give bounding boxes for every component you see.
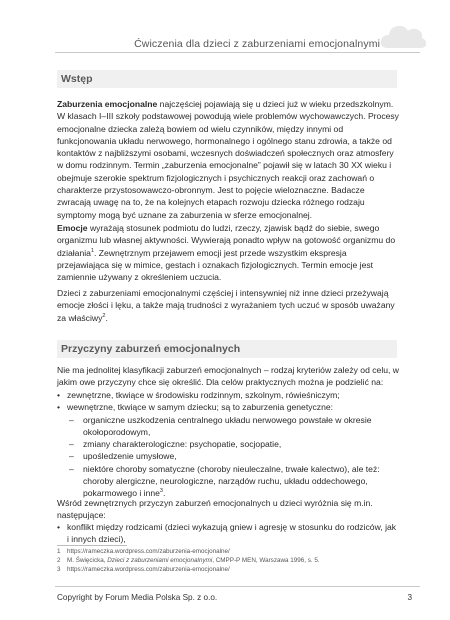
paragraph-text: najczęściej pojawiają się u dzieci już w wieku przedszkolnym. W klasach I–III szkoły podstawowej powodują wiele problemów wychowawczych. Procesy emocjonalne dziecka zależą bowiem od wielu czynników, między innymi od funkcjonowania układu nerwowego, hormonalnego i ogólnego stanu zdrowia, a także od kontaktów z najbliższymi osobami, wczesnych doświadczeń społecznych oraz atmosfery w domu rodzinnym. Termin „zaburzenia emocjonalne” pojawił się w latach 30 XX wieku i obejmuje szerokie spektrum fizjologicznych i psychicznych reakcji oraz zachowań o charakterze przystosowawczo-obronnym. Jest to pojęcie wieloznaczne. Badacze zwracają uwagę na to, że na kolejnych etapach rozwoju dziecka różnego rodzaju symptomy mogą być uznane za zaburzenia w sferze emocjonalnej. — [57, 99, 399, 220]
footer-copyright: Copyright by Forum Media Polska Sp. z o.o. — [57, 593, 218, 602]
footer-divider — [55, 586, 420, 587]
paragraph-external-causes — [57, 497, 399, 522]
list-subitem: – zmiany charakterologiczne: psychopatie, socjopatie, — [57, 438, 399, 450]
footnote-divider — [57, 545, 127, 546]
paragraph-text: . Zewnętrznym przejawem emocji jest przede wszystkim ekspresja przejawiająca się w mimice, gestach i oznakach fizjologicznych. Termin emocje jest zamiennie używany z określeniem uczucia. — [57, 247, 374, 283]
paragraph-end: . — [105, 312, 108, 323]
paragraph-text: Nie ma jednolitej klasyfikacji zaburzeń emocjonalnych – rodzaj kryteriów zależy od celu, w jakim owe przyczyny chce się określić. Dla celów praktycznych można je podzielić na: — [57, 365, 399, 388]
footnote-link[interactable]: https://rameczka.wordpress.com/zaburzenia-emocjonalne/ — [67, 565, 230, 573]
paragraph-zaburzenia — [57, 98, 399, 221]
paragraph-intro — [57, 364, 399, 389]
cloud-icon — [378, 18, 428, 54]
external-causes-list — [57, 521, 399, 546]
list-item: • konflikt między rodzicami (dzieci wykazują gniew i agresję w stosunku do rodziców, jak i innych dzieci), — [57, 521, 399, 546]
footnote-ref: 2 — [102, 312, 106, 319]
footnote-title: Dzieci z zaburzeniami emocjonalnymi — [107, 556, 213, 564]
list-item: • wewnętrzne, tkwiące w samym dziecku; są to zaburzenia genetyczne: — [57, 401, 399, 413]
list-item: • zewnętrzne, tkwiące w środowisku rodzinnym, szkolnym, rówieśniczym; — [57, 389, 399, 401]
list-subitem: – upośledzenie umysłowe, — [57, 450, 399, 462]
page-number: 3 — [407, 593, 412, 602]
footnote-ref: 1 — [90, 247, 94, 254]
header-divider — [55, 52, 420, 53]
paragraph-text: Wśród zewnętrznych przyczyn zaburzeń emocjonalnych u dzieci wyróżnia się m.in. następujące: — [57, 498, 373, 521]
footnote-number: 1 — [57, 548, 61, 555]
footnote-ref: 3 — [159, 488, 163, 495]
paragraph-text: wyrażają stosunek podmiotu do ludzi, rzeczy, zjawisk bądź do siebie, swego organizmu lub własnej aktywności. Wywierają ponadto wpływ na gotowość organizmu do działania — [57, 223, 396, 258]
section-heading-przyczyny: Przyczyny zaburzeń emocjonalnych — [57, 340, 397, 358]
footnote-1 — [57, 548, 397, 557]
paragraph-text: Dzieci z zaburzeniami emocjonalnymi częściej i intensywniej niż inne dzieci przeżywają emocje złości i lęku, a także mają trudności z wyrażaniem tych uczuć w sposób uważany za właściwy — [57, 288, 395, 323]
causes-list — [57, 389, 399, 500]
footnote-text: , CMPP-P MEN, Warszawa 1996, s. 5. — [212, 556, 320, 564]
paragraph-emocje — [57, 222, 399, 283]
footnote-link[interactable]: https://rameczka.wordpress.com/zaburzenia-emocjonalne/ — [67, 548, 230, 555]
section-heading-wstep: Wstęp — [57, 70, 397, 88]
footnote-3 — [57, 566, 397, 575]
footnote-2 — [57, 557, 397, 566]
list-subitem-text: niektóre choroby somatyczne (choroby nieuleczalne, trwałe kalectwo), ale też: choroby alergiczne, neurologiczne, narządów ruchu, układu oddechowego, pokarmowego i inne — [83, 463, 380, 499]
footnotes — [57, 548, 397, 575]
list-subitem: – organiczne uszkodzenia centralnego układu nerwowego powstałe w okresie okołoporodowym, — [57, 414, 399, 439]
paragraph-lead: Zaburzenia emocjonalne — [57, 99, 158, 109]
header-title: Ćwiczenia dla dzieci z zaburzeniami emocjonalnymi — [134, 38, 380, 50]
paragraph-dzieci — [57, 287, 399, 324]
list-subitem-end: . — [162, 488, 166, 499]
footnote-text: M. Święcicka, — [67, 556, 108, 564]
paragraph-lead: Emocje — [57, 223, 88, 233]
footnote-number: 3 — [57, 565, 61, 573]
footnote-number: 2 — [57, 556, 61, 564]
page-header — [0, 0, 450, 60]
list-subitem — [57, 463, 399, 500]
